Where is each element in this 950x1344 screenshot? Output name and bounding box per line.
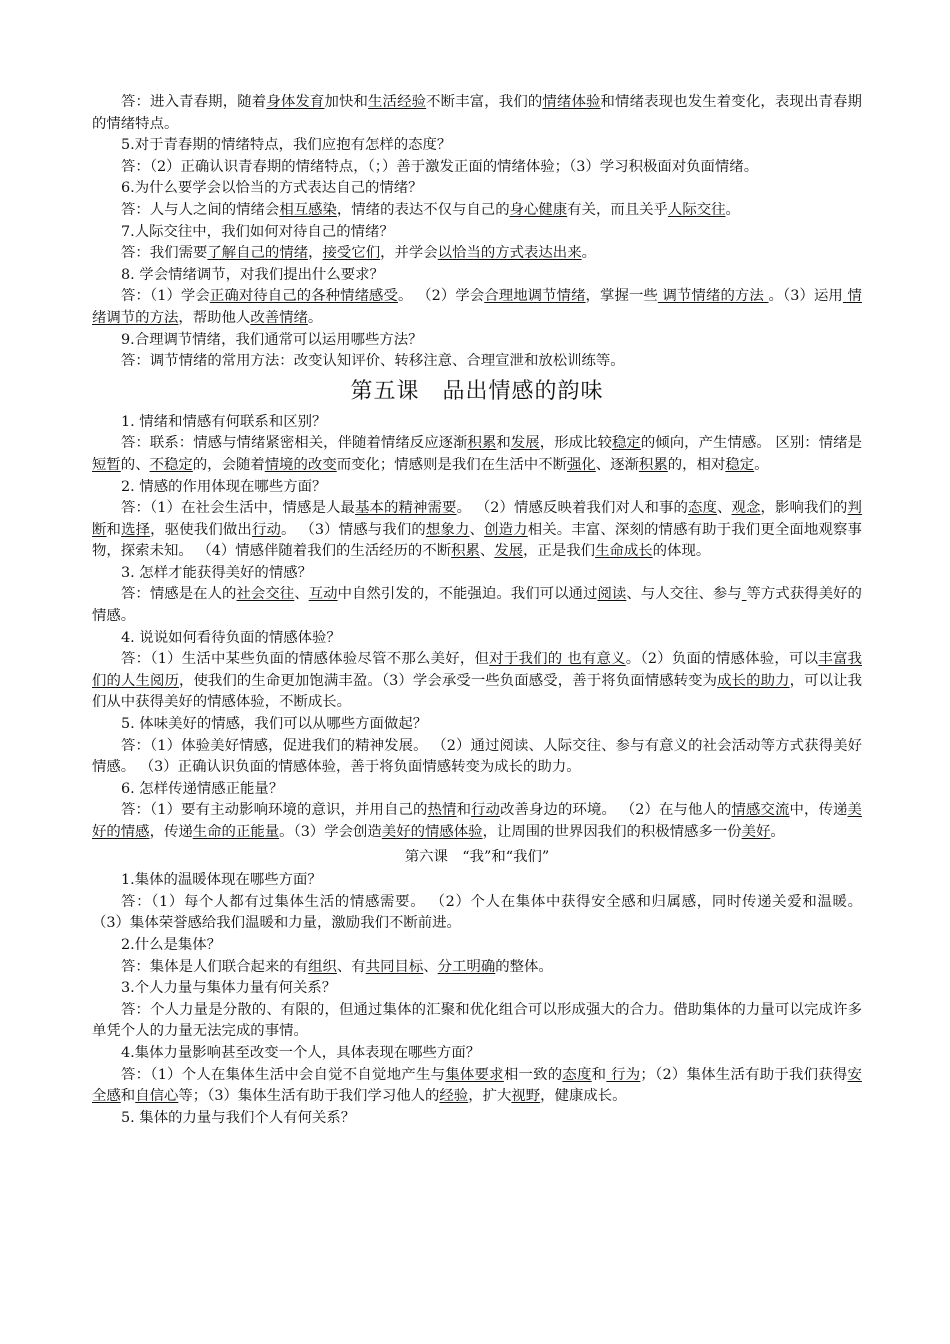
paragraph: [92, 978, 862, 1000]
underlined-keyword: 共同目标: [365, 958, 424, 975]
underlined-keyword: 短暂: [92, 456, 121, 473]
underlined-keyword: 态度: [562, 1066, 592, 1083]
paragraph: [92, 412, 862, 434]
text-run: 的，会随着: [192, 456, 265, 473]
text-run: ，让周围的世界因我们的积极情感多一份: [482, 824, 742, 840]
paragraph: [92, 779, 862, 801]
text-run: 4.集体力量影响甚至改变一个人，具体表现在哪些方面？: [121, 1044, 481, 1061]
underlined-keyword: 社会交往: [236, 586, 295, 603]
text-run: 、: [717, 500, 732, 517]
underlined-keyword: 发展: [494, 543, 524, 560]
underlined-keyword: 行动: [471, 802, 501, 819]
text-run: 。（3）学会创造: [279, 824, 382, 840]
text-run: ，健康成长。: [540, 1088, 627, 1105]
text-run: 答：进入青春期，随着: [121, 94, 267, 110]
underlined-keyword: 人际交往: [667, 201, 726, 218]
paragraph: [92, 957, 862, 979]
text-run: 、有: [336, 958, 366, 975]
text-run: 不断丰富，我们的: [426, 94, 543, 110]
underlined-keyword: 以恰当的方式表达出来: [437, 245, 582, 262]
text-run: ，传递: [149, 824, 193, 840]
underlined-keyword: 基本的精神需要: [355, 500, 457, 517]
paragraph: [92, 736, 862, 779]
underlined-keyword: 情感交流: [731, 802, 790, 819]
text-run: 加快和: [324, 94, 369, 110]
underlined-keyword: 对于我们的 也有意义: [489, 651, 626, 668]
paragraph: [92, 286, 862, 329]
underlined-keyword: 态度: [688, 500, 718, 517]
paragraph: [92, 477, 862, 499]
text-run: 7.人际交往中，我们如何对待自己的情绪？: [121, 223, 394, 240]
text-run: ，掌握一些: [585, 288, 658, 305]
underlined-keyword: 行为: [606, 1066, 641, 1083]
text-run: ，扩大: [468, 1088, 512, 1105]
text-run: 的、: [120, 456, 150, 473]
text-run: 答：个人力量是分散的、有限的，但通过集体的汇聚和优化组合可以形成强大的合力。借助集体的力量可以完成许多单凭个人的力量无法完成的事情。: [92, 1001, 862, 1040]
text-run: 的体现。: [652, 543, 711, 560]
text-run: ，: [308, 245, 323, 262]
underlined-keyword: 集体要求: [445, 1066, 504, 1083]
paragraph: [92, 1108, 862, 1130]
text-run: 答：（2）正确认识青春期的情绪特点，（；）善于激发正面的情绪体验；（3）学习积极面对负面情绪。: [121, 158, 759, 175]
text-run: 9.合理调节情绪，我们通常可以运用哪些方法？: [121, 331, 423, 348]
text-run: 答：（1）学会: [121, 288, 210, 305]
paragraph: [92, 892, 862, 935]
underlined-keyword: 稳定: [611, 435, 641, 452]
underlined-keyword: 接受它们: [322, 245, 381, 262]
text-run: 答：我们需要: [121, 245, 208, 262]
paragraph: [92, 628, 862, 650]
text-run: 3. 怎样才能获得美好的情感？: [121, 564, 312, 581]
paragraph: [92, 92, 862, 135]
paragraph: [92, 935, 862, 957]
text-run: 的倾向，产生情感。 区别：情绪是: [640, 435, 862, 452]
text-run: 等；（3）集体生活有助于我们学习他人的: [178, 1088, 440, 1105]
text-run: 答：（1）要有主动影响环境的意识，并用自己的: [121, 802, 428, 819]
underlined-keyword: 行动: [251, 521, 282, 538]
underlined-keyword: 组织: [308, 958, 337, 975]
text-run: 6.为什么要学会以恰当的方式表达自己的情绪？: [121, 180, 423, 197]
text-run: 和情绪表现也发生着变化，表现出青春期的情绪特点。: [92, 94, 862, 132]
underlined-keyword: 生命成长: [595, 543, 653, 560]
paragraph: [92, 157, 862, 179]
paragraph: [92, 584, 862, 627]
text-run: 答：联系：情感与情绪紧密相关，伴随着情绪反应逐渐: [121, 435, 468, 452]
paragraph: [92, 1000, 862, 1043]
text-run: 答：（1）个人在集体生活中会自觉不自觉地产生与: [121, 1066, 446, 1083]
text-run: 。: [725, 201, 740, 218]
underlined-keyword: 稳定: [725, 456, 755, 473]
text-run: 8. 学会情绪调节，对我们提出什么要求？: [121, 266, 384, 283]
text-run: 。: [581, 245, 596, 262]
paragraph: [92, 563, 862, 585]
paragraph: [92, 178, 862, 200]
text-run: 、: [294, 586, 309, 603]
text-run: 和: [591, 1066, 607, 1083]
underlined-keyword: 不稳定: [149, 456, 193, 473]
text-run: ，形成比较: [539, 435, 612, 452]
text-run: 的整体。: [495, 958, 553, 975]
paragraph: [92, 265, 862, 287]
underlined-keyword: 身体发育: [266, 94, 325, 110]
paragraph: [92, 330, 862, 352]
text-run: 第六课 “我”和“我们”: [404, 848, 550, 865]
text-run: 和: [106, 521, 122, 538]
underlined-keyword: 积累: [638, 456, 668, 473]
text-run: 。（2）负面的情感体验，可以: [625, 651, 819, 668]
paragraph: [92, 1065, 862, 1108]
underlined-keyword: 互动: [308, 586, 338, 603]
paragraph: [92, 222, 862, 244]
text-run: 。 （2）情感反映着我们对人和事的: [456, 500, 689, 517]
text-run: 相一致的: [503, 1066, 563, 1083]
underlined-keyword: 美好: [741, 824, 771, 840]
text-run: 答：集体是人们联合起来的有: [121, 958, 309, 975]
underlined-keyword: 想象力: [425, 521, 470, 538]
paragraph: [92, 498, 862, 563]
text-run: ，情绪的表达不仅与自己的: [336, 201, 510, 218]
underlined-keyword: 相互感染: [279, 201, 337, 218]
underlined-keyword: 发展: [510, 435, 540, 452]
text-run: 。 （3）情感与我们的: [281, 521, 426, 538]
text-run: 2.什么是集体？: [121, 936, 222, 953]
text-run: 答：调节情绪的常用方法：改变认知评价、转移注意、合理宣泄和放松训练等。: [121, 353, 625, 370]
underlined-keyword: 了解自己的情绪: [207, 245, 309, 262]
underlined-keyword: 观念: [731, 500, 761, 517]
paragraph: [92, 135, 862, 157]
underlined-keyword: 强化: [566, 456, 596, 473]
underlined-keyword: 生活经验: [368, 94, 427, 110]
underlined-keyword: 成长的助力: [717, 672, 790, 689]
text-run: 和: [496, 435, 511, 452]
underlined-keyword: 正确对待自己的各种情绪感受: [209, 288, 398, 305]
paragraph: [92, 433, 862, 476]
text-run: ，正是我们: [523, 543, 596, 560]
text-run: 中自然引发的，不能强迫。我们可以通过: [337, 586, 598, 603]
text-run: 答：（1）在社会生活中，情感是人最: [121, 500, 356, 517]
text-run: 中，传递: [789, 802, 848, 819]
text-run: 、与人交往、参与: [626, 586, 742, 603]
text-run: 5.对于青春期的情绪特点，我们应抱有怎样的态度？: [121, 137, 452, 154]
text-run: 的，相对: [667, 456, 726, 473]
underlined-keyword: 视野: [511, 1088, 541, 1105]
document-page: [92, 92, 862, 1129]
lesson-title: [92, 377, 862, 407]
text-run: ；（2）集体生活有助于我们获得: [640, 1066, 848, 1083]
text-run: 第五课 品出情感的韵味: [350, 378, 604, 404]
text-run: 。: [770, 824, 785, 840]
underlined-keyword: 安全感: [92, 1066, 862, 1105]
underlined-keyword: 阅读: [597, 586, 627, 603]
underlined-keyword: 身心健康: [509, 201, 568, 218]
text-run: 答：情感是在人的: [121, 586, 237, 603]
underlined-keyword: 丰富我们的人生阅历: [92, 651, 862, 689]
underlined-keyword: 美好的情感体验: [381, 824, 483, 840]
paragraph: [92, 243, 862, 265]
underlined-keyword: 判断: [92, 500, 862, 538]
text-run: 。 （2）学会: [398, 288, 485, 305]
text-run: 5. 体味美好的情感，我们可以从哪些方面做起？: [121, 716, 428, 733]
text-run: 答：（1）每个人都有过集体生活的情感需要。 （2）个人在集体中获得安全感和归属感，同时传递关爱和温暖。 （3）集体荣誉感给我们温暖和力量，激励我们不断前进。: [92, 893, 862, 932]
text-run: 5. 集体的力量与我们个人有何关系？: [121, 1109, 356, 1126]
text-run: 2. 情感的作用体现在哪些方面？: [121, 478, 327, 495]
text-run: 、: [479, 543, 495, 560]
text-run: 4. 说说如何看待负面的情感体验？: [121, 629, 341, 646]
underlined-keyword: 自信心: [135, 1088, 179, 1105]
text-run: ，并学会: [380, 245, 438, 262]
text-run: 有关，而且关乎: [567, 201, 668, 218]
lesson-subtitle: [92, 847, 862, 869]
text-run: 答：人与人之间的情绪会: [121, 201, 280, 218]
text-run: 3.个人力量与集体力量有何关系？: [121, 980, 337, 997]
underlined-keyword: 生命的正能量: [192, 824, 280, 840]
text-run: 等方式获得美好的情感。: [92, 586, 862, 625]
paragraph: [92, 649, 862, 714]
underlined-keyword: 创造力: [484, 521, 528, 538]
underlined-keyword: 美好的情感: [92, 802, 862, 840]
text-run: ，帮助他人: [178, 309, 251, 326]
underlined-keyword: 情绪调节的方法: [92, 288, 862, 326]
paragraph: [92, 714, 862, 736]
underlined-keyword: 选择: [121, 521, 151, 538]
paragraph: [92, 870, 862, 892]
underlined-keyword: 情境的改变: [264, 456, 337, 473]
underlined-keyword: 积累: [451, 543, 480, 560]
underlined-keyword: 经验: [439, 1088, 469, 1105]
text-run: ，驱使我们做出: [150, 521, 252, 538]
text-run: 1.集体的温暖体现在哪些方面？: [121, 872, 322, 889]
text-run: 、: [423, 958, 438, 975]
text-run: ，影响我们的: [760, 500, 848, 517]
paragraph: [92, 351, 862, 373]
text-run: 和: [456, 802, 472, 819]
underlined-keyword: 分工明确: [437, 958, 496, 975]
text-run: 1. 情绪和情感有何联系和区别？: [121, 413, 327, 430]
text-run: 答：（1）体验美好情感，促进我们的精神发展。 （2）通过阅读、人际交往、参与有意义的社会活动等方式获得美好情感。 （3）正确认识负面的情感体验，善于将负面情感转变为成长的助力。: [92, 737, 862, 776]
paragraph: [92, 1043, 862, 1065]
paragraph: [92, 200, 862, 222]
text-run: 、逐渐: [595, 456, 639, 473]
text-run: ，可以让我们从中获得美好的情感体验，不断成长。: [92, 672, 862, 711]
text-run: 、: [469, 521, 485, 538]
text-run: 6. 怎样传递情感正能量？: [121, 780, 284, 797]
text-run: ，使我们的生命更加饱满丰盈。（3）学会承受一些负面感受，善于将负面情感转变为: [178, 672, 718, 689]
text-run: 答：（1）生活中某些负面的情感体验尽管不那么美好，但: [121, 651, 490, 668]
underlined-keyword: 热情: [427, 802, 457, 819]
underlined-keyword: 改善情绪: [250, 309, 308, 326]
paragraph: [92, 800, 862, 843]
text-run: 。（3）运用: [768, 288, 843, 305]
text-run: 而变化；情感则是我们在生活中不断: [336, 456, 567, 473]
text-run: 。: [307, 309, 323, 326]
underlined-keyword: 合理地调节情绪: [484, 288, 586, 305]
underlined-keyword: 调节情绪的方法: [657, 288, 769, 305]
underlined-keyword: 情绪体验: [542, 94, 601, 110]
underlined-keyword: 积累: [467, 435, 497, 452]
text-run: 改善身边的环境。 （2）在与他人的: [500, 802, 732, 819]
text-run: 相关。丰富、深刻的情感有助于我们更全面地观察事物，探索未知。 （4）情感伴随着我们的生活经历的不断: [92, 521, 862, 560]
text-run: 和: [120, 1088, 136, 1105]
text-run: 。: [754, 456, 769, 473]
